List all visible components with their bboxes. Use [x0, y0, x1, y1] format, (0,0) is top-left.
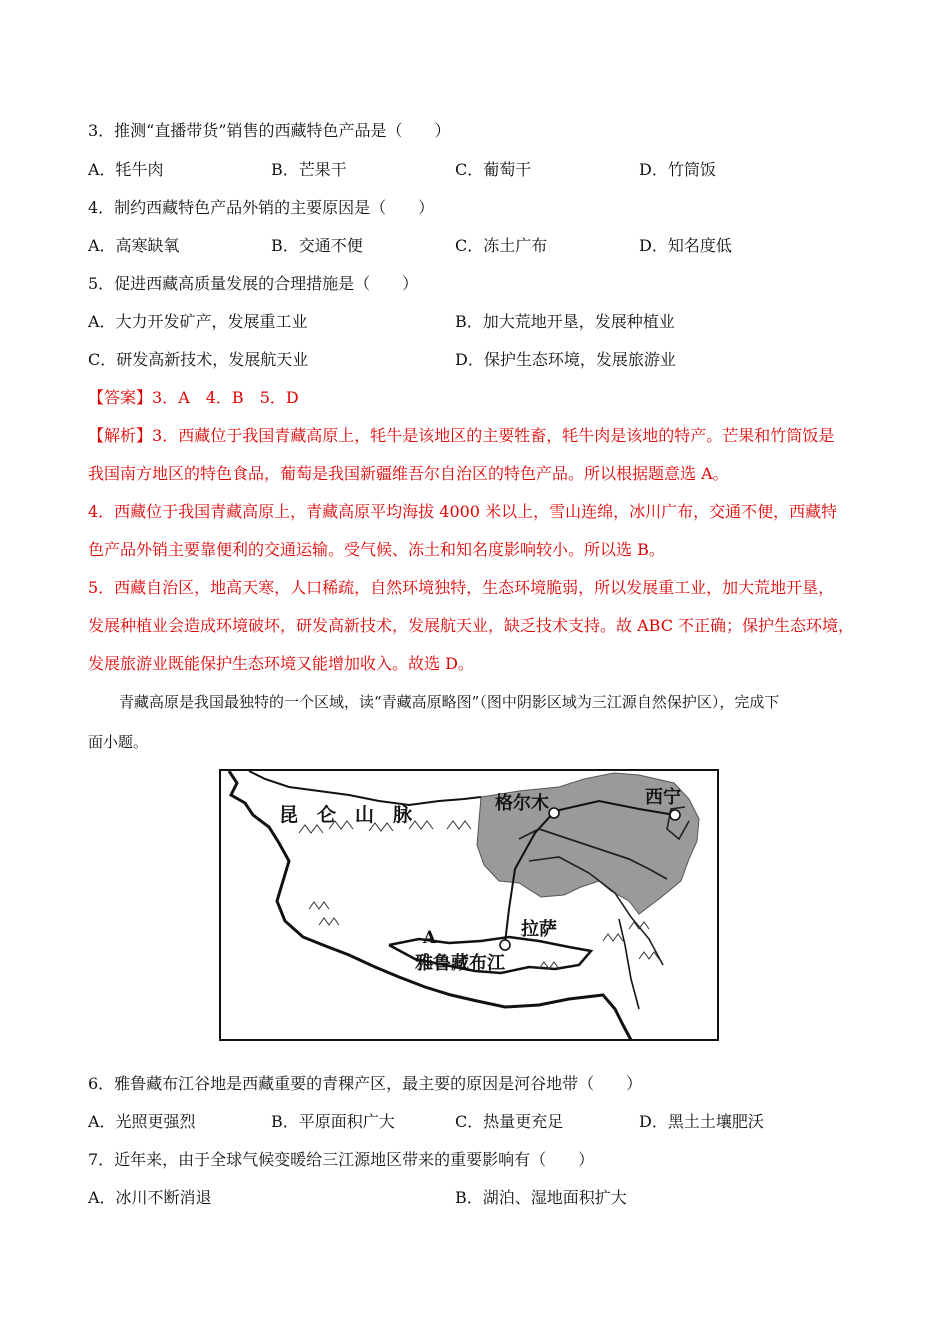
lhasa-marker — [500, 940, 510, 950]
q6-option-b: B．平原面积广大 — [271, 1112, 395, 1131]
analysis-text-1: 3．西藏位于我国青藏高原上，牦牛是该地区的主要牲畜，牦牛肉是该地的特产。芒果和竹筒饭是 — [152, 426, 835, 445]
question-4-stem: 4．制约西藏特色产品外销的主要原因是（ ） — [88, 198, 435, 217]
q3-option-b: B．芒果干 — [271, 160, 347, 179]
label-kunlun: 昆 仑 山 脉 — [279, 804, 413, 826]
answer-label: 【答案】 — [88, 388, 153, 407]
q4-option-d: D．知名度低 — [639, 236, 732, 255]
qinghai-tibet-map — [219, 769, 719, 1041]
q7-option-b: B．湖泊、湿地面积扩大 — [455, 1188, 627, 1207]
q4-option-a: A．高寒缺氧 — [88, 236, 180, 255]
analysis-line-1 — [88, 425, 834, 447]
label-yarlung: 雅鲁藏布江 — [415, 953, 505, 974]
analysis-line-7: 发展旅游业既能保护生态环境又能增加收入。故选 D。 — [88, 654, 474, 673]
question-6-stem: 6．雅鲁藏布江谷地是西藏重要的青稞产区，最主要的原因是河谷地带（ ） — [88, 1074, 643, 1093]
intro-line-2: 面小题。 — [88, 733, 149, 751]
label-lhasa: 拉萨 — [521, 919, 557, 940]
analysis-line-5: 5．西藏自治区，地高天寒，人口稀疏，自然环境独特，生态环境脆弱，所以发展重工业，加大荒地开垦， — [88, 578, 835, 597]
q3-option-c: C．葡萄干 — [455, 160, 532, 179]
xining-marker — [670, 810, 680, 820]
answer-line — [88, 387, 299, 409]
q4-option-c: C．冻土广布 — [455, 236, 548, 255]
question-3-stem: 3．推测“直播带货”销售的西藏特色产品是（ ） — [88, 121, 451, 140]
analysis-line-3: 4．西藏位于我国青藏高原上，青藏高原平均海拔 4000 米以上，雪山连绵，冰川广布，交通不便，西藏特 — [88, 502, 838, 521]
label-point-a: A — [423, 928, 437, 948]
q5-option-d: D．保护生态环境，发展旅游业 — [455, 350, 676, 369]
question-7-stem: 7．近年来，由于全球气候变暖给三江源地区带来的重要影响有（ ） — [88, 1150, 595, 1169]
answer-text: 3．A 4．B 5．D — [152, 388, 299, 407]
q5-option-b: B．加大荒地开垦，发展种植业 — [455, 312, 675, 331]
intro-line-1: 青藏高原是我国最独特的一个区域，读“青藏高原略图”（图中阴影区域为三江源自然保护区），完成下 — [119, 693, 780, 711]
q6-option-c: C．热量更充足 — [455, 1112, 564, 1131]
golmud-marker — [549, 808, 559, 818]
q3-option-a: A．牦牛肉 — [88, 160, 164, 179]
analysis-label: 【解析】 — [88, 426, 153, 445]
label-xining: 西宁 — [645, 787, 681, 808]
q6-option-d: D．黑土土壤肥沃 — [639, 1112, 764, 1131]
q4-option-b: B．交通不便 — [271, 236, 363, 255]
question-5-stem: 5．促进西藏高质量发展的合理措施是（ ） — [88, 274, 419, 293]
analysis-line-4: 色产品外销主要靠便利的交通运输。受气候、冻土和知名度影响较小。所以选 B。 — [88, 540, 665, 559]
analysis-line-2: 我国南方地区的特色食品，葡萄是我国新疆维吾尔自治区的特色产品。所以根据题意选 A。 — [88, 464, 729, 483]
label-golmud: 格尔木 — [495, 793, 549, 814]
analysis-line-6: 发展种植业会造成环境破坏，研发高新技术，发展航天业，缺乏技术支持。故 ABC 不正确；保护生态环境， — [88, 616, 855, 635]
q7-option-a: A．冰川不断消退 — [88, 1188, 212, 1207]
q6-option-a: A．光照更强烈 — [88, 1112, 196, 1131]
q5-option-a: A．大力开发矿产，发展重工业 — [88, 312, 308, 331]
q3-option-d: D．竹筒饭 — [639, 160, 716, 179]
q5-option-c: C．研发高新技术，发展航天业 — [88, 350, 309, 369]
